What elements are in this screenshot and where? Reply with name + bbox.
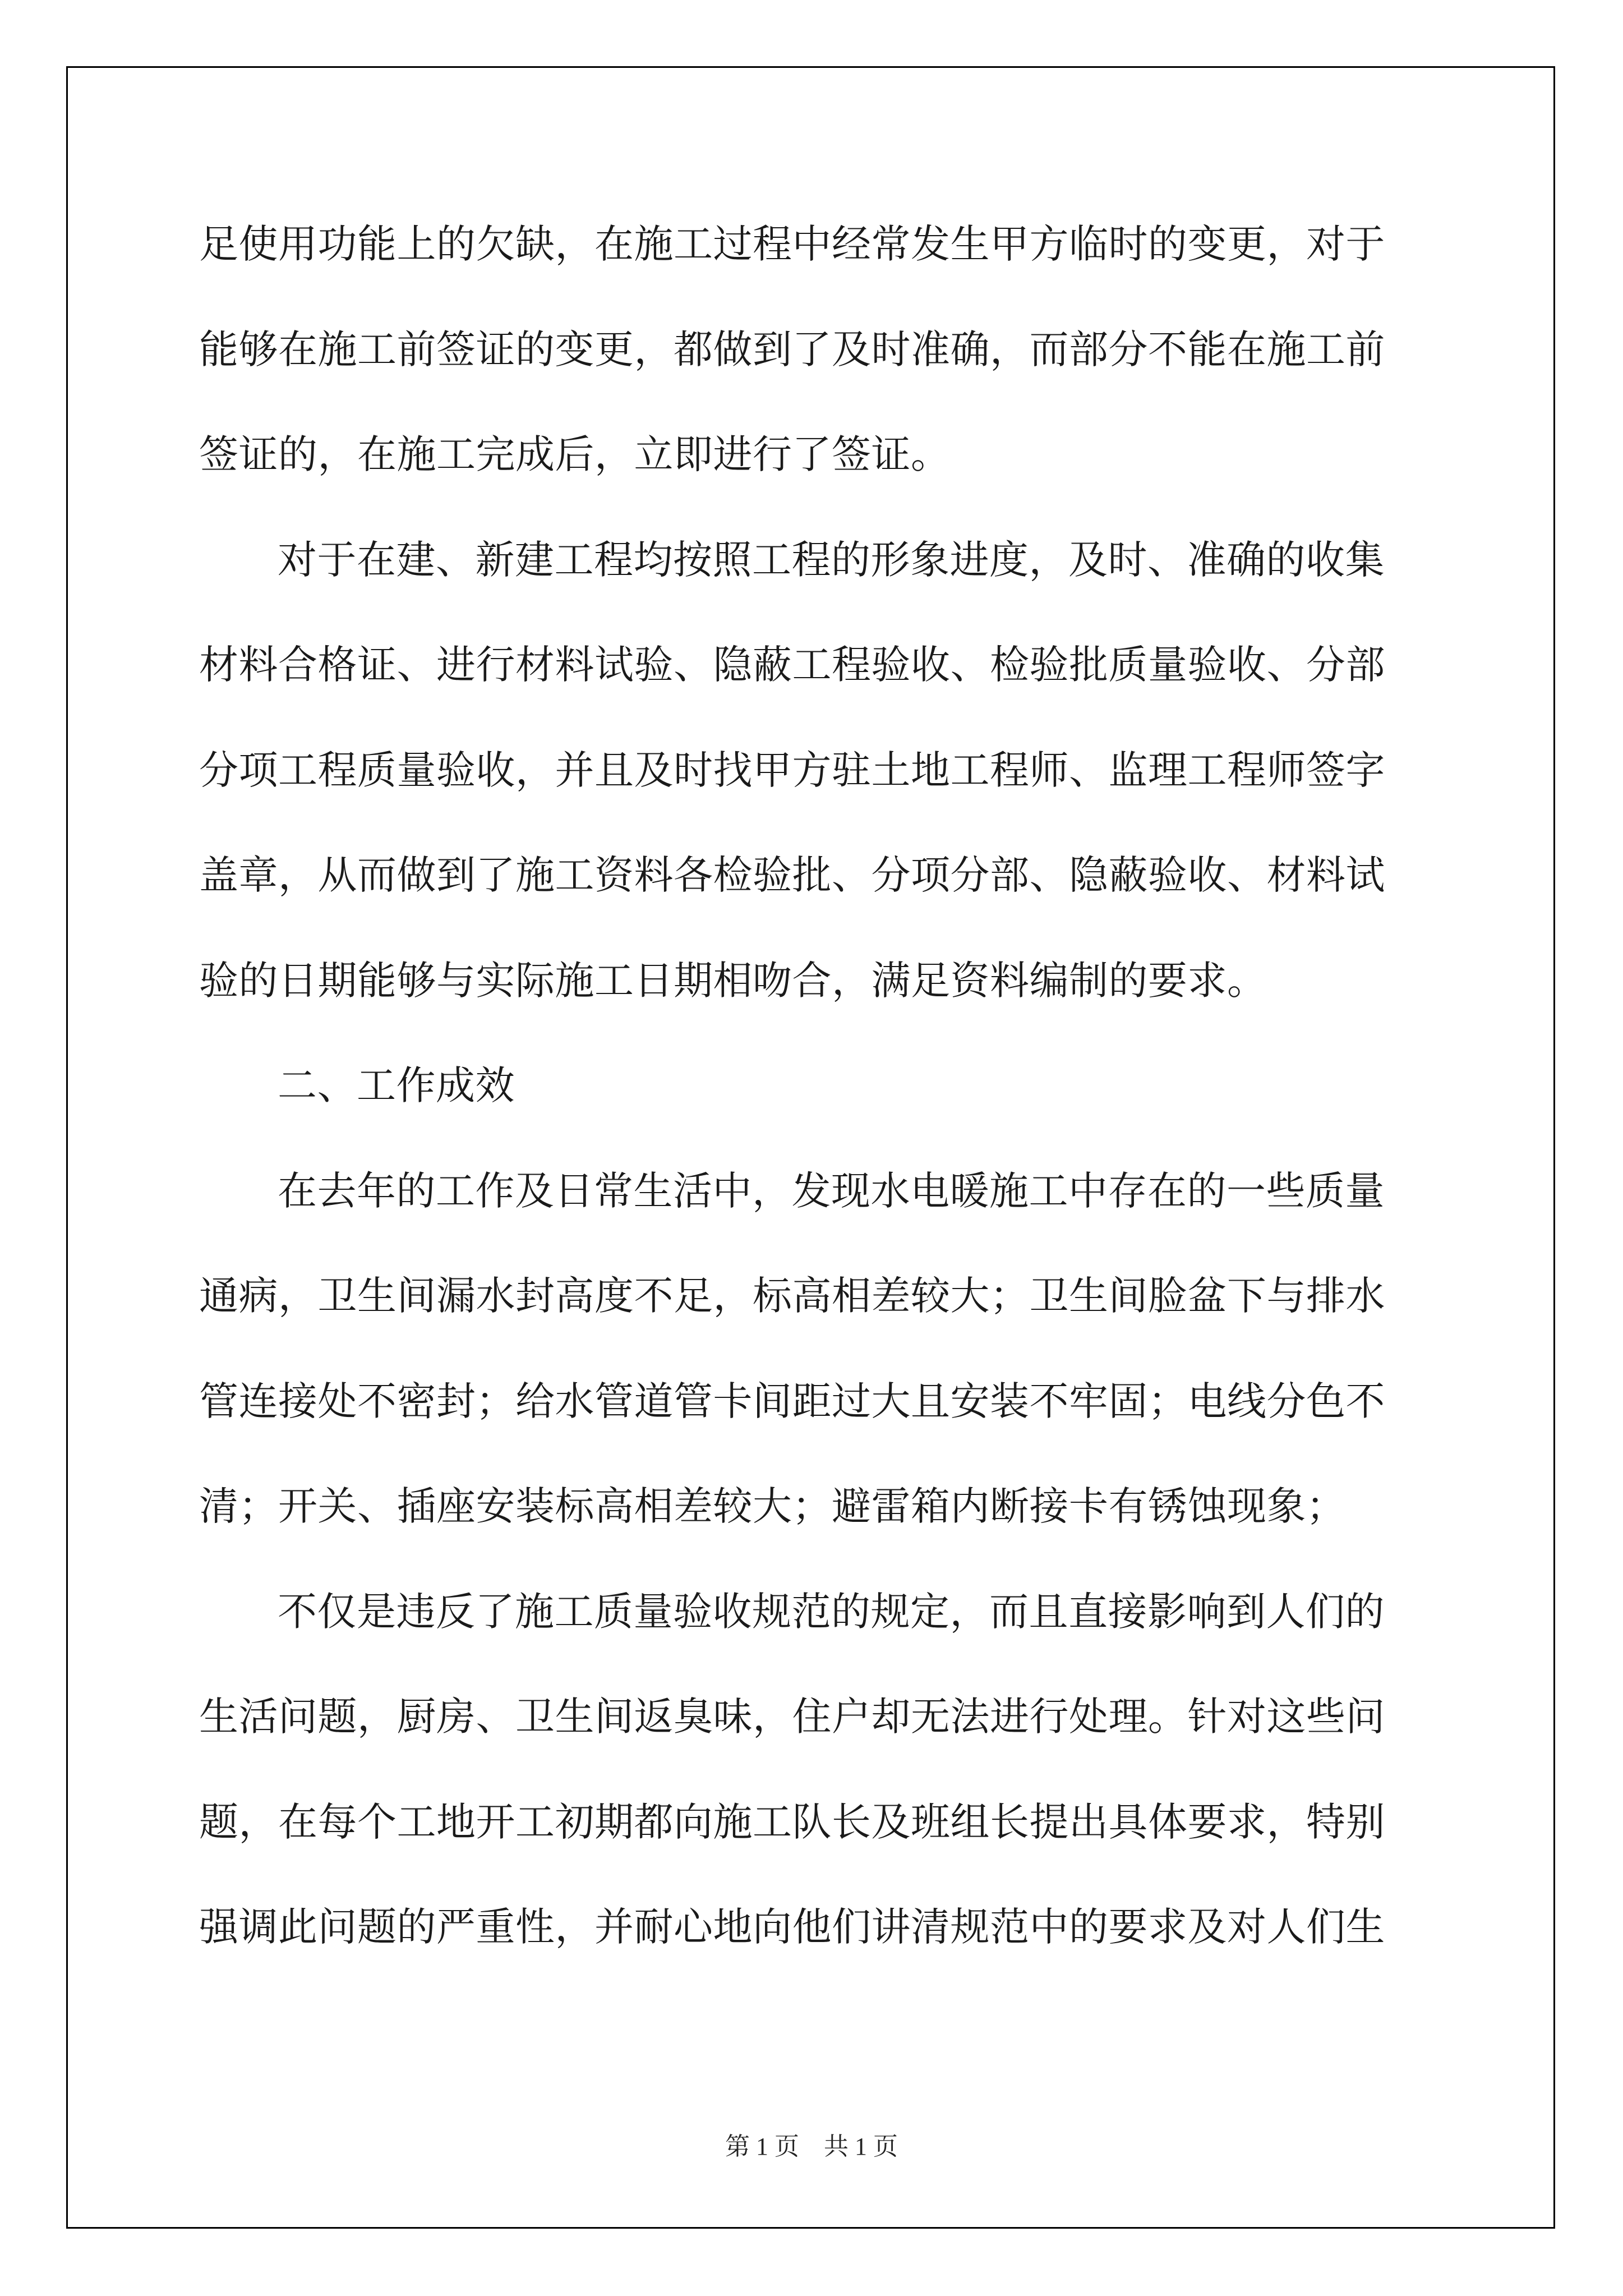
text-line: 生活问题，厨房、卫生间返臭味，住户却无法进行处理。针对这些问 — [199, 1694, 1385, 1740]
text-line: 强调此问题的严重性，并耐心地向他们讲清规范中的要求及对人们生 — [199, 1904, 1385, 1950]
text-line: 分项工程质量验收，并且及时找甲方驻土地工程师、监理工程师签字 — [199, 747, 1385, 793]
paragraph-first-line: 对于在建、新建工程均按照工程的形象进度，及时、准确的收集 — [278, 537, 1385, 583]
text-line: 通病，卫生间漏水封高度不足，标高相差较大；卫生间脸盆下与排水 — [199, 1273, 1385, 1319]
text-line: 足使用功能上的欠缺，在施工过程中经常发生甲方临时的变更，对于 — [199, 221, 1385, 267]
page-number: 第 1 页 共 1 页 — [725, 2133, 898, 2160]
section-heading: 二、工作成效 — [278, 1062, 515, 1108]
text-line: 题，在每个工地开工初期都向施工队长及班组长提出具体要求，特别 — [199, 1799, 1385, 1845]
paragraph-first-line: 不仅是违反了施工质量验收规范的规定，而且直接影响到人们的 — [278, 1589, 1385, 1635]
text-line: 验的日期能够与实际施工日期相吻合，满足资料编制的要求。 — [199, 958, 1267, 1004]
text-line: 清；开关、插座安装标高相差较大；避雷箱内断接卡有锈蚀现象； — [199, 1483, 1346, 1529]
text-line: 管连接处不密封；给水管道管卡间距过大且安装不牢固；电线分色不 — [199, 1378, 1385, 1424]
text-line: 材料合格证、进行材料试验、隐蔽工程验收、检验批质量验收、分部 — [199, 642, 1385, 688]
text-line: 签证的，在施工完成后，立即进行了签证。 — [199, 431, 951, 477]
text-line: 盖章，从而做到了施工资料各检验批、分项分部、隐蔽验收、材料试 — [199, 852, 1385, 898]
text-line: 能够在施工前签证的变更，都做到了及时准确，而部分不能在施工前 — [199, 326, 1385, 372]
paragraph-first-line: 在去年的工作及日常生活中，发现水电暖施工中存在的一些质量 — [278, 1168, 1385, 1214]
